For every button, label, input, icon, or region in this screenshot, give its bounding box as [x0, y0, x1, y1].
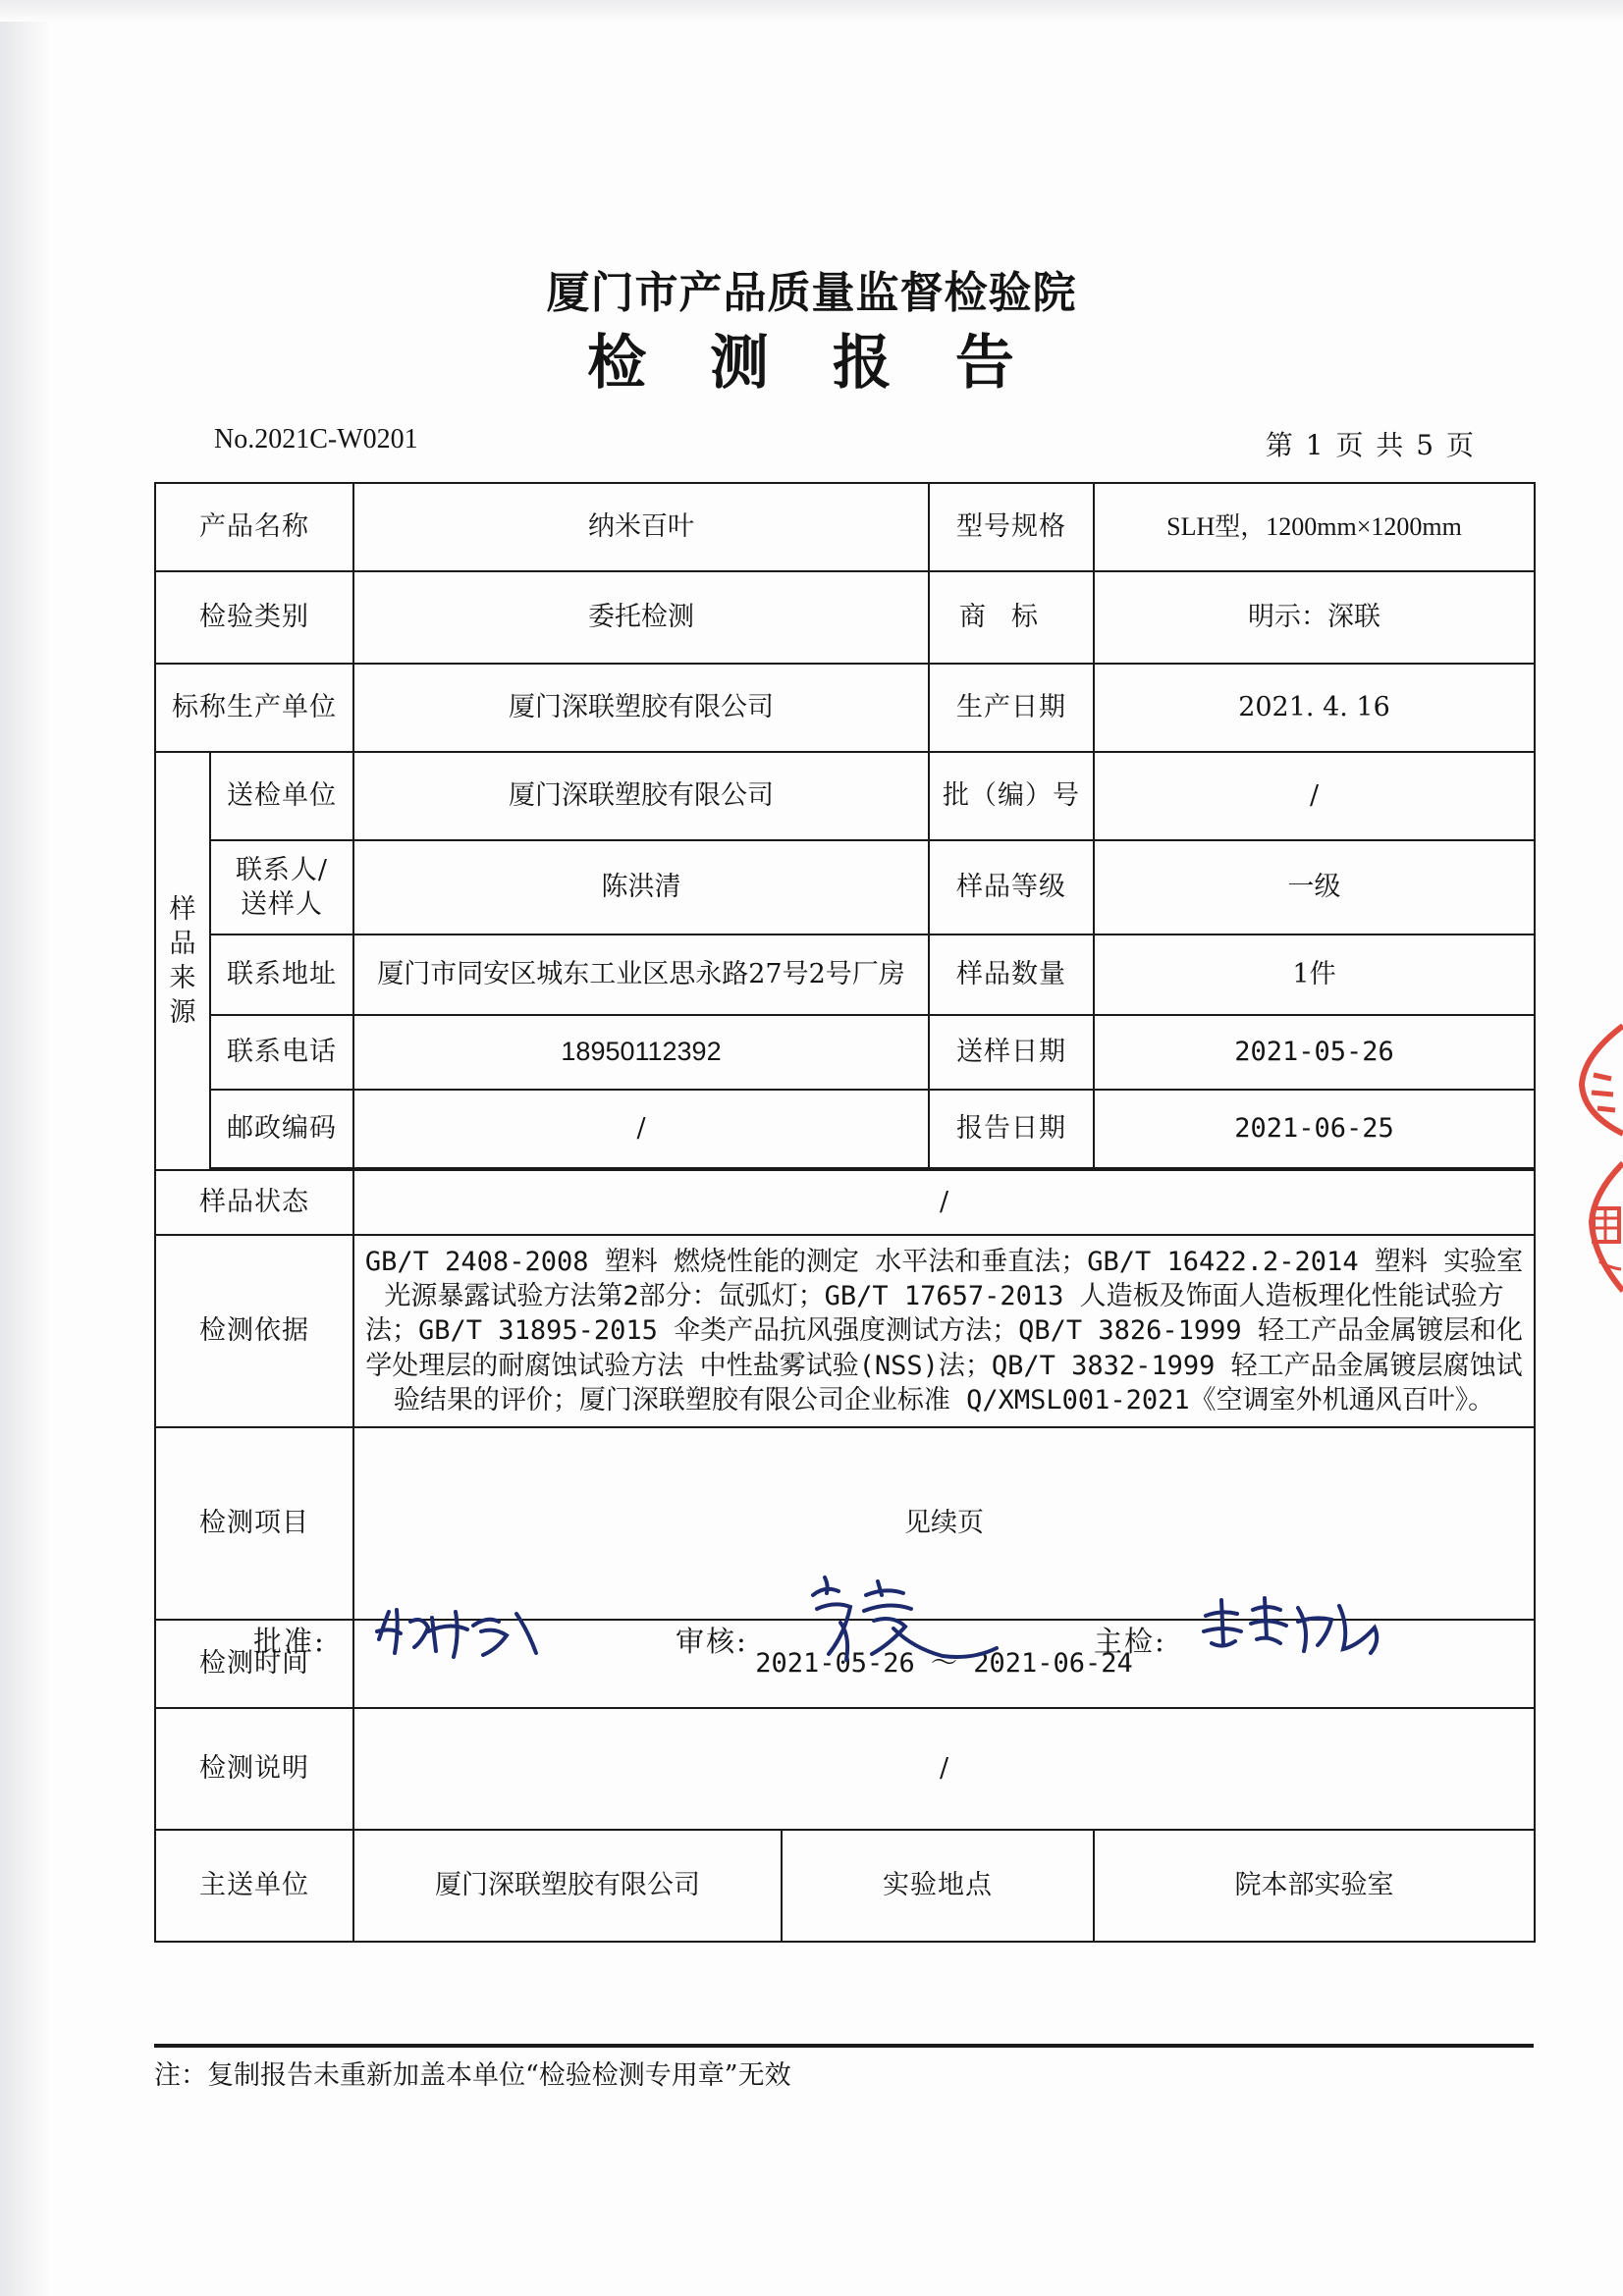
main-sender-label: 主送单位 [155, 1830, 353, 1942]
phone-value: 18950112392 [353, 1015, 929, 1090]
contact-value: 陈洪清 [353, 840, 929, 934]
postcode-label: 邮政编码 [210, 1090, 353, 1168]
quantity-value: 1件 [1094, 934, 1535, 1015]
postcode-value: / [353, 1090, 929, 1168]
report-info-table [154, 482, 1536, 1943]
delivery-date-label: 送样日期 [929, 1015, 1094, 1090]
trademark-label: 商标 [929, 571, 1094, 664]
trademark-value: 明示：深联 [1094, 571, 1535, 664]
manufacturer-label: 标称生产单位 [155, 664, 353, 752]
remarks-label: 检测说明 [155, 1708, 353, 1830]
remarks-value: / [353, 1708, 1535, 1830]
footer-divider [154, 2044, 1534, 2048]
basis-value: GB/T 2408-2008 塑料 燃烧性能的测定 水平法和垂直法；GB/T 16422.2-2014 塑料 实验室光源暴露试验方法第2部分：氙弧灯；GB/T 17657-2013 人造板及饰面人造板理化性能试验方法；GB/T 31895-2015 伞类产品抗风强度测试方法；QB/T 3826-1999 轻工产品金属镀层和化学处理层的耐腐蚀试验方法 中性盐雾试验(NSS)法；QB/T 3832-1999 轻工产品金属镀层腐蚀试验结果的评价；厦门深联塑胶有限公司企业标准 Q/XMSL001-2021《空调室外机通风百叶》。 [353, 1235, 1535, 1427]
address-value: 厦门市同安区城东工业区思永路27号2号厂房 [353, 934, 929, 1015]
footer-note: 注：复制报告未重新加盖本单位“检验检测专用章”无效 [154, 2060, 791, 2091]
inspector-label: 主检: [1094, 1625, 1166, 1658]
test-time-label: 检测时间 [155, 1620, 353, 1708]
inspection-type-value: 委托检测 [353, 571, 929, 664]
manufacturer-value: 厦门深联塑胶有限公司 [353, 664, 929, 752]
items-label: 检测项目 [155, 1427, 353, 1620]
table-row [155, 571, 1535, 664]
sender-label: 送检单位 [210, 752, 353, 840]
production-date-label: 生产日期 [929, 664, 1094, 752]
table-row [155, 664, 1535, 752]
table-row [155, 752, 1535, 840]
sender-value: 厦门深联塑胶有限公司 [353, 752, 929, 840]
approve-label: 批准: [253, 1625, 326, 1658]
batch-no-label: 批（编）号 [929, 752, 1094, 840]
delivery-date-value: 2021-05-26 [1094, 1015, 1535, 1090]
quantity-label: 样品数量 [929, 934, 1094, 1015]
items-value: 见续页 [353, 1427, 1535, 1620]
seal-stamp-icon [1564, 1016, 1623, 1310]
table-row [155, 934, 1535, 1015]
lab-location-value: 院本部实验室 [1094, 1830, 1535, 1942]
inspector-signature-icon [1196, 1588, 1392, 1667]
table-row [155, 1708, 1535, 1830]
approve-signature-icon [371, 1592, 597, 1671]
contact-label: 联系人/ 送样人 [210, 840, 353, 934]
lab-location-label: 实验地点 [782, 1830, 1094, 1942]
sample-source-label: 样 品 来 源 [155, 752, 210, 1170]
product-name-value: 纳米百叶 [353, 483, 929, 571]
table-row [155, 1015, 1535, 1090]
model-label: 型号规格 [929, 483, 1094, 571]
report-date-label: 报告日期 [929, 1090, 1094, 1168]
main-sender-value: 厦门深联塑胶有限公司 [353, 1830, 782, 1942]
institution-name: 厦门市产品质量监督检验院 [546, 268, 1077, 318]
table-row [155, 1235, 1535, 1427]
sample-state-label: 样品状态 [155, 1170, 353, 1235]
production-date-value: 2021. 4. 16 [1094, 664, 1535, 752]
table-row [155, 1830, 1535, 1942]
test-time-value: 2021-05-26 ～ 2021-06-24 [353, 1620, 1535, 1708]
grade-label: 样品等级 [929, 840, 1094, 934]
batch-no-value: / [1094, 752, 1535, 840]
report-date-value: 2021-06-25 [1094, 1090, 1535, 1168]
page-info: 第 1 页 共 5 页 [1265, 429, 1476, 461]
sample-state-value: / [353, 1170, 1535, 1235]
model-value: SLH型，1200mm×1200mm [1094, 483, 1535, 571]
address-label: 联系地址 [210, 934, 353, 1015]
table-row [155, 1170, 1535, 1235]
table-row [155, 483, 1535, 571]
phone-label: 联系电话 [210, 1015, 353, 1090]
review-signature-icon [795, 1566, 1011, 1674]
basis-label: 检测依据 [155, 1235, 353, 1427]
table-row [155, 840, 1535, 934]
product-name-label: 产品名称 [155, 483, 353, 571]
review-label: 审核: [676, 1625, 748, 1658]
report-number: No.2021C-W0201 [214, 424, 418, 454]
table-row [155, 1090, 1535, 1168]
scan-shadow-top [0, 0, 1623, 22]
grade-value: 一级 [1094, 840, 1535, 934]
inspection-type-label: 检验类别 [155, 571, 353, 664]
report-title: 检 测 报 告 [587, 329, 1036, 398]
